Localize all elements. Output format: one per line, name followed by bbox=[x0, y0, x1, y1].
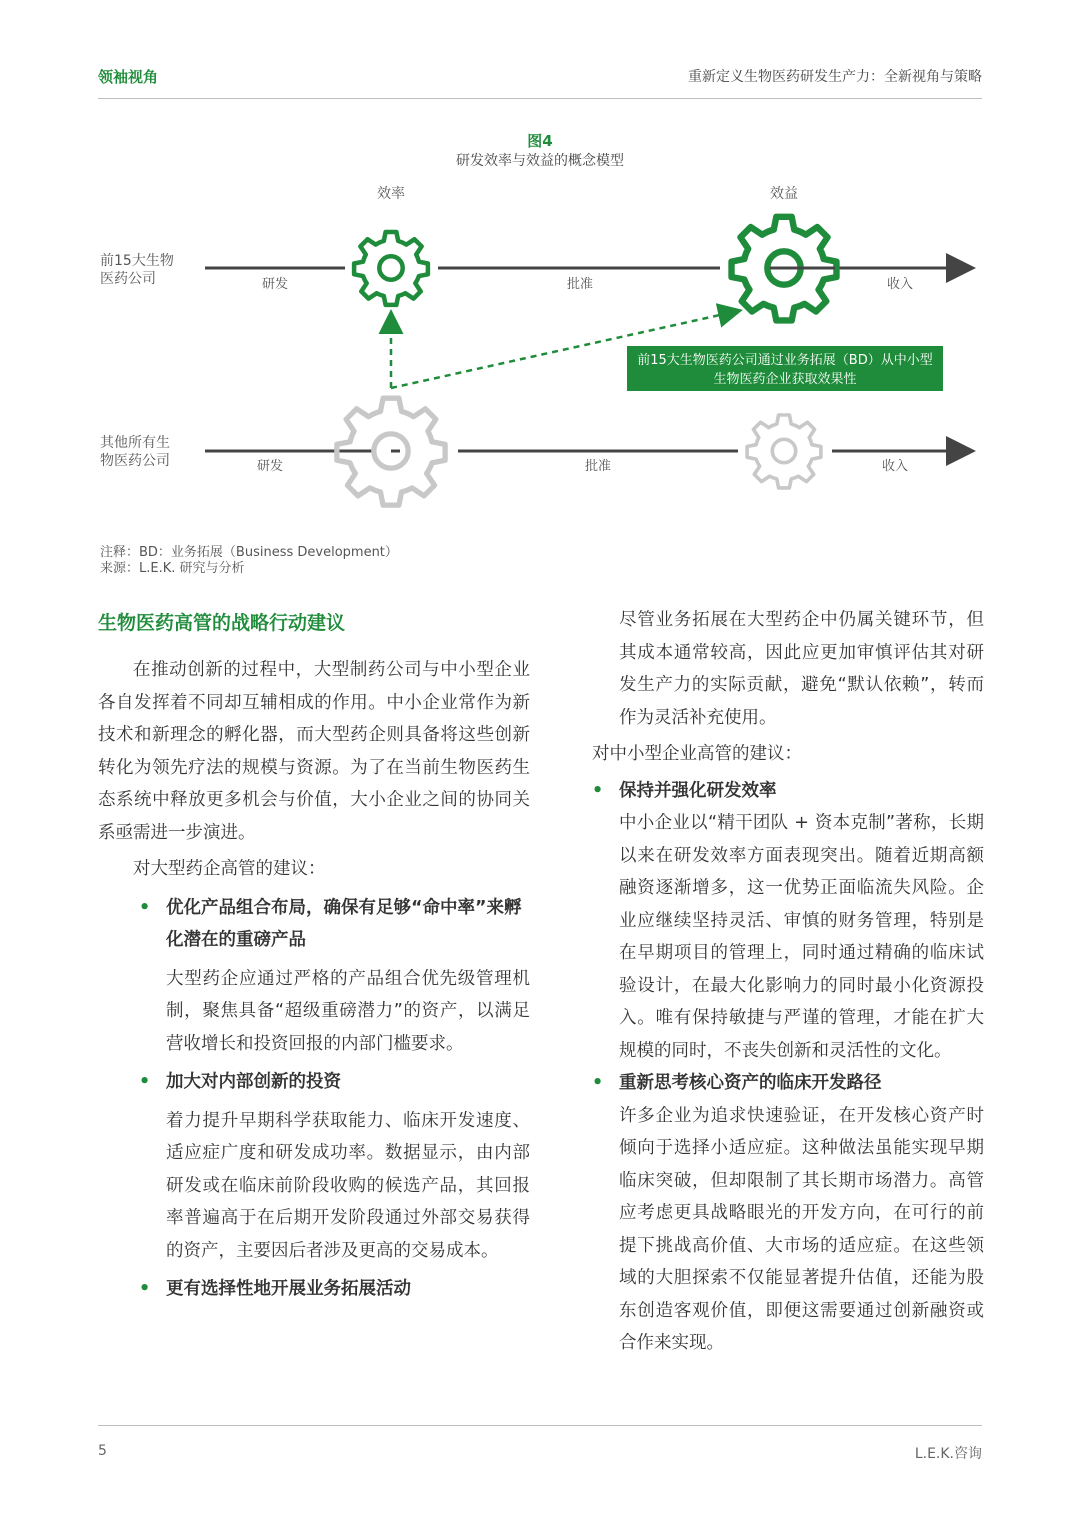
bullet-icon: • bbox=[139, 1279, 151, 1299]
top-stage-rd: 研发 bbox=[261, 277, 289, 292]
section-label: 领袖视角 bbox=[98, 68, 159, 86]
section-title: 生物医药高管的战略行动建议 bbox=[98, 612, 346, 634]
bullet-body: 许多企业为追求快速验证，在开发核心资产时倾向于选择小适应症。这种做法虽能实现早期临床突破，但却限制了其长期市场潜力。高管应考虑更具战略眼光的开发方向，在可行的前提下挑战高价值、大市场的适应症。在这些领域的大胆探索不仅能显著提升估值，还能为股东创造客观价值，即便这需要通过创新融资或合作来实现。 bbox=[619, 1105, 984, 1353]
bullet-body: 大型药企应通过严格的产品组合优先级管理机制，聚焦具备“超级重磅潜力”的资产，以满足营收增长和投资回报的内部门槛要求。 bbox=[166, 968, 530, 1054]
bd-callout-line1: 前15大生物医药公司通过业务拓展（BD）从中小型 bbox=[637, 353, 933, 368]
bullet-icon: • bbox=[139, 897, 151, 918]
big-pharma-heading: 对大型药企高管的建议： bbox=[133, 859, 326, 879]
bullet-body: 着力提升早期科学获取能力、临床开发速度、适应症广度和研发成功率。数据显示，由内部研发或在临床前阶段收购的候选产品，其回报率普遍高于在后期开发阶段通过外部交易获得的资产，主要因后者涉及更高的交易成本。 bbox=[166, 1110, 530, 1261]
footer-divider bbox=[98, 1425, 982, 1426]
bottom-stage-approval: 批准 bbox=[584, 459, 612, 474]
row-top-label-2: 医药公司 bbox=[100, 271, 156, 287]
figure-notes bbox=[100, 545, 398, 577]
report-title: 重新定义生物医药研发生产力：全新视角与策略 bbox=[688, 69, 982, 85]
right-column bbox=[592, 604, 984, 1360]
bottom-stage-revenue: 收入 bbox=[881, 459, 909, 474]
bullet-title: 加大对内部创新的投资 bbox=[166, 1072, 341, 1092]
list-item bbox=[139, 1066, 530, 1267]
bullet-icon: • bbox=[139, 1072, 151, 1092]
continuation-paragraph: 尽管业务拓展在大型药企中仍属关键环节，但其成本通常较高，因此应更加审慎评估其对研发生产力的实际贡献，避免“默认依赖”，转而作为灵活补充使用。 bbox=[619, 610, 984, 728]
gear-icon-effectiveness-bottom bbox=[747, 415, 821, 488]
intro-paragraph: 在推动创新的过程中，大型制药公司与中小型企业各自发挥着不同却互辅相成的作用。中小企业常作为新技术和新理念的孵化器，而大型药企则具备将这些创新转化为领先疗法的规模与资源。为了在当前生物医药生态系统中释放更多机会与价值，大小企业之间的协同关系亟需进一步演进。 bbox=[98, 660, 530, 843]
bullet-icon: • bbox=[592, 1073, 604, 1093]
top-stage-revenue: 收入 bbox=[886, 277, 914, 292]
page-number: 5 bbox=[98, 1443, 107, 1459]
concept-diagram bbox=[0, 170, 1080, 540]
figure-note: 注释：BD：业务拓展（Business Development） bbox=[100, 545, 398, 560]
figure-number: 图4 bbox=[527, 132, 553, 150]
list-item bbox=[139, 892, 530, 1061]
top-stage-approval: 批准 bbox=[566, 277, 594, 292]
bullet-title: 优化产品组合布局，确保有足够“命中率”来孵化潜在的重磅产品 bbox=[166, 897, 522, 950]
bottom-stage-rd: 研发 bbox=[256, 459, 284, 474]
bullet-body: 中小企业以“精干团队 + 资本克制”著称，长期以来在研发效率方面表现突出。随着近期高额融资逐渐增多，这一优势正面临流失风险。企业应继续坚持灵活、审慎的财务管理，特别是在早期项目的管理上，同时通过精确的临床试验设计，在最大化影响力的同时最小化资源投入。唯有保持敏捷与严谨的管理，才能在扩大规模的同时，不丧失创新和灵活性的文化。 bbox=[619, 813, 984, 1061]
bullet-title: 保持并强化研发效率 bbox=[619, 780, 777, 801]
header-divider bbox=[98, 98, 982, 99]
footer-brand: L.E.K.咨询 bbox=[914, 1446, 982, 1462]
list-item bbox=[592, 775, 984, 1068]
col-effectiveness-label: 效益 bbox=[770, 186, 798, 202]
list-item bbox=[592, 1067, 984, 1360]
bullet-title: 更有选择性地开展业务拓展活动 bbox=[166, 1279, 411, 1299]
figure-title: 研发效率与效益的概念模型 bbox=[456, 153, 624, 169]
list-item bbox=[139, 1273, 530, 1306]
row-top-label-1: 前15大生物 bbox=[100, 253, 174, 269]
row-bottom-label-1: 其他所有生 bbox=[100, 435, 170, 451]
bd-callout-line2: 生物医药企业获取效果性 bbox=[713, 372, 857, 387]
bullet-icon: • bbox=[592, 780, 604, 801]
col-efficiency-label: 效率 bbox=[377, 186, 405, 202]
small-biotech-heading: 对中小型企业高管的建议： bbox=[592, 744, 802, 764]
gear-icon-efficiency-top bbox=[354, 232, 428, 305]
row-bottom-label-2: 物医药公司 bbox=[100, 453, 170, 469]
left-column bbox=[98, 654, 530, 1306]
figure-source: 来源：L.E.K. 研究与分析 bbox=[100, 561, 245, 576]
bullet-title: 重新思考核心资产的临床开发路径 bbox=[619, 1073, 882, 1093]
